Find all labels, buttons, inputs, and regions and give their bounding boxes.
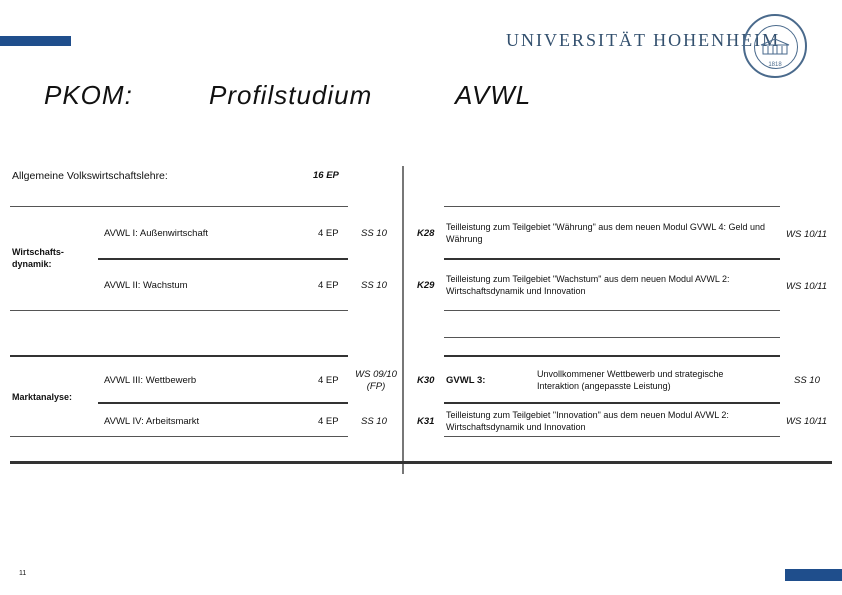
row-code: K28 bbox=[417, 228, 435, 239]
row-module: AVWL I: Außenwirtschaft bbox=[104, 228, 209, 239]
rule bbox=[444, 355, 780, 357]
row-code: K31 bbox=[417, 416, 435, 427]
row-term: WS 10/11 bbox=[786, 281, 828, 292]
row-code: K29 bbox=[417, 280, 435, 291]
group-label-marktanalyse: Marktanalyse: bbox=[12, 392, 73, 402]
university-name: UNIVERSITÄT HOHENHEIM bbox=[506, 30, 781, 50]
table-vertical-divider bbox=[402, 166, 404, 474]
row-description: Teilleistung zum Teilgebiet "Währung" aus dem neuen Modul GVWL 4: Geld und Währung bbox=[446, 222, 766, 244]
rule bbox=[444, 310, 780, 311]
title-prefix: PKOM: bbox=[44, 80, 133, 110]
rule bbox=[10, 206, 348, 207]
row-module: AVWL II: Wachstum bbox=[104, 280, 188, 291]
row-semester: SS 10 bbox=[361, 228, 387, 239]
row-description-label: GVWL 3: bbox=[446, 375, 486, 386]
row-ep: 4 EP bbox=[318, 228, 339, 239]
row-term: WS 10/11 bbox=[786, 416, 828, 427]
title-suffix: AVWL bbox=[455, 80, 532, 110]
rule bbox=[98, 258, 348, 260]
page-title: Profilstudium bbox=[209, 80, 373, 110]
row-term: WS 10/11 bbox=[786, 229, 828, 240]
row-module: AVWL IV: Arbeitsmarkt bbox=[104, 416, 200, 427]
university-seal-icon bbox=[743, 14, 807, 78]
row-ep: 4 EP bbox=[318, 416, 339, 427]
rule bbox=[10, 310, 348, 311]
seal-year: 1818 bbox=[768, 62, 782, 68]
row-semester: SS 10 bbox=[361, 416, 387, 427]
rule bbox=[10, 436, 348, 437]
rule bbox=[98, 402, 348, 404]
row-ep: 4 EP bbox=[318, 280, 339, 291]
row-semester: SS 10 bbox=[361, 280, 387, 291]
header-accent-bar bbox=[0, 36, 71, 46]
footer-accent-bar bbox=[785, 569, 842, 581]
group-label-wirtschaftsdynamik: Wirtschafts-dynamik: bbox=[12, 247, 64, 269]
rule bbox=[444, 337, 780, 338]
table-bottom-rule bbox=[10, 461, 832, 464]
rule bbox=[444, 258, 780, 260]
rule bbox=[444, 436, 780, 437]
row-semester: WS 09/10 (FP) bbox=[355, 369, 397, 392]
row-module: AVWL III: Wettbewerb bbox=[104, 375, 197, 386]
page-number: 11 bbox=[19, 570, 27, 577]
row-description: Teilleistung zum Teilgebiet "Wachstum" aus dem neuen Modul AVWL 2: Wirtschaftsdynamik und Innovation bbox=[446, 274, 730, 296]
row-description: Teilleistung zum Teilgebiet "Innovation" aus dem neuen Modul AVWL 2: Wirtschaftsdynamik und Innovation bbox=[446, 410, 729, 432]
row-code: K30 bbox=[417, 375, 435, 386]
row-term: SS 10 bbox=[794, 375, 820, 386]
rule bbox=[444, 206, 780, 207]
row-description: Unvollkommener Wettbewerb und strategische Interaktion (angepasste Leistung) bbox=[537, 369, 724, 391]
table-heading-ep: 16 EP bbox=[313, 170, 339, 181]
rule bbox=[10, 355, 348, 357]
row-ep: 4 EP bbox=[318, 375, 339, 386]
table-heading: Allgemeine Volkswirtschaftslehre: bbox=[12, 170, 168, 182]
rule bbox=[444, 402, 780, 404]
